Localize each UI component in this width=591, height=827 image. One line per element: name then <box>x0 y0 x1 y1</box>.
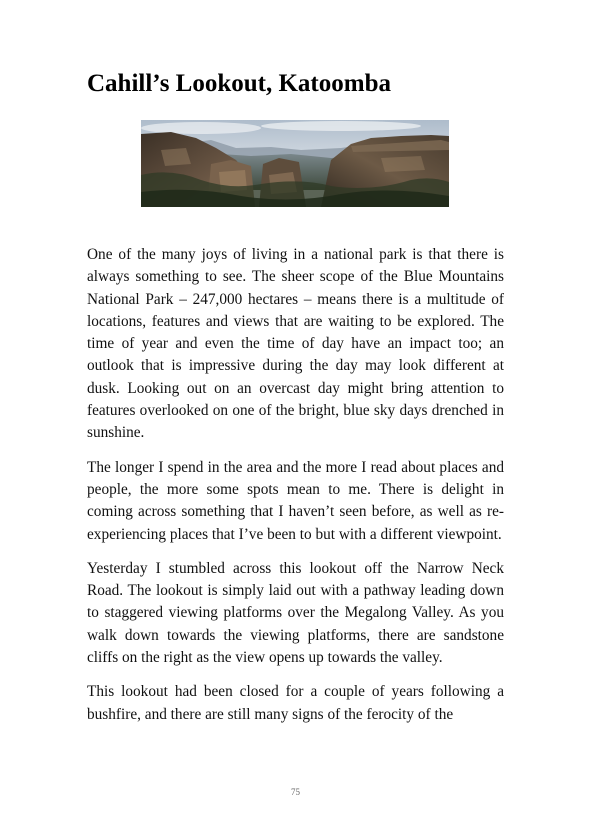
lookout-photo <box>141 120 449 207</box>
paragraph: This lookout had been closed for a couple of years following a bushfire, and there are still many signs of the ferocity of the <box>87 683 504 723</box>
paragraph: One of the many joys of living in a national park is that there is always something to see. The sheer scope of the Blue Mountains National Park – 247,000 hectares – means there is a multitude of locations, features and views that are waiting to be explored. The time of year and even the time of day have an impact too; an outlook that is impressive during the day may look different at dusk. Looking out on an overcast day might bring attention to features overlooked on one of the bright, blue sky days drenched in sunshine. <box>87 246 504 442</box>
paragraph: Yesterday I stumbled across this lookout off the Narrow Neck Road. The lookout is simply laid out with a pathway leading down to staggered viewing platforms over the Megalong Valley. As you walk down towards the viewing platforms, there are sandstone cliffs on the right as the view opens up towards the valley. <box>87 559 504 667</box>
page-number: 75 <box>291 787 300 797</box>
page-title: Cahill’s Lookout, Katoomba <box>87 70 391 97</box>
body-text <box>87 244 504 738</box>
paragraph: The longer I spend in the area and the more I read about places and people, the more some spots mean to me. There is delight in coming across something that I haven’t seen before, as well as re-experiencing places that I’ve been to but with a different viewpoint. <box>87 458 504 543</box>
